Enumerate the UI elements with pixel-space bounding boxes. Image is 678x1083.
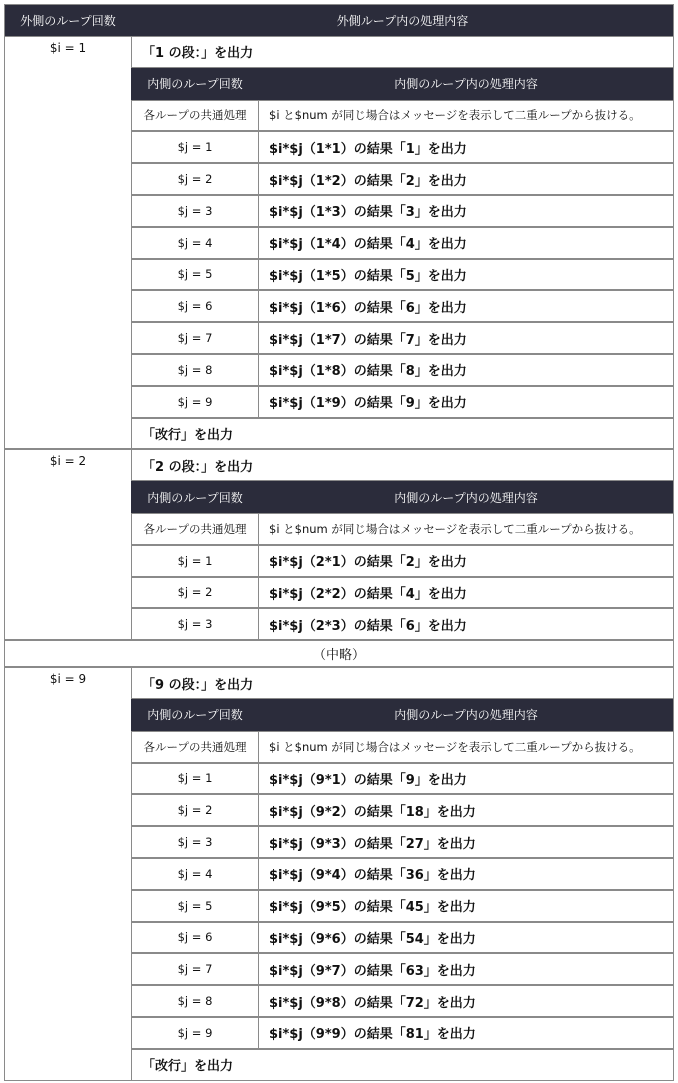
inner-loop-count-cell: $j = 4 [131,227,259,259]
inner-loop-result-cell: $i*$j（2*2）の結果「4」を出力 [258,577,674,609]
common-process-label: 各ループの共通処理 [131,100,259,132]
inner-loop-result-cell: $i*$j（1*2）の結果「2」を出力 [258,163,674,195]
inner-loop-result-cell: $i*$j（1*1）の結果「1」を出力 [258,131,674,163]
inner-loop-result-cell: $i*$j（1*9）の結果「9」を出力 [258,386,674,418]
inner-loop-count-cell: $j = 1 [131,131,259,163]
inner-loop-content-header: 内側のループ内の処理内容 [258,699,674,731]
inner-loop-result-cell: $i*$j（9*1）の結果「9」を出力 [258,763,674,795]
inner-loop-count-cell: $j = 5 [131,259,259,291]
inner-loop-count-cell: $j = 3 [131,608,259,640]
newline-output-row: 「改行」を出力 [131,1049,674,1081]
inner-loop-result-cell: $i*$j（9*9）の結果「81」を出力 [258,1017,674,1049]
block-title: 「9 の段：」を出力 [131,667,674,699]
inner-loop-count-cell: $j = 7 [131,322,259,354]
inner-loop-count-cell: $j = 3 [131,195,259,227]
inner-loop-result-cell: $i*$j（9*4）の結果「36」を出力 [258,858,674,890]
inner-loop-count-cell: $j = 1 [131,545,259,577]
inner-loop-content-header: 内側のループ内の処理内容 [258,481,674,513]
newline-output-row: 「改行」を出力 [131,418,674,450]
inner-loop-count-header: 内側のループ回数 [131,699,259,731]
inner-loop-result-cell: $i*$j（9*8）の結果「72」を出力 [258,985,674,1017]
inner-loop-count-cell: $j = 4 [131,858,259,890]
outer-loop-count-cell: $i = 2 [4,449,132,640]
inner-loop-result-cell: $i*$j（1*6）の結果「6」を出力 [258,290,674,322]
inner-loop-count-cell: $j = 9 [131,1017,259,1049]
inner-loop-count-cell: $j = 6 [131,290,259,322]
inner-loop-count-cell: $j = 7 [131,953,259,985]
common-process-text: $i と$num が同じ場合はメッセージを表示して二重ループから抜ける。 [258,100,674,132]
inner-loop-result-cell: $i*$j（2*3）の結果「6」を出力 [258,608,674,640]
inner-loop-result-cell: $i*$j（1*4）の結果「4」を出力 [258,227,674,259]
inner-loop-count-header: 内側のループ回数 [131,68,259,100]
inner-loop-result-cell: $i*$j（9*3）の結果「27」を出力 [258,826,674,858]
inner-loop-result-cell: $i*$j（1*8）の結果「8」を出力 [258,354,674,386]
inner-loop-result-cell: $i*$j（9*7）の結果「63」を出力 [258,953,674,985]
inner-loop-count-cell: $j = 2 [131,163,259,195]
inner-loop-result-cell: $i*$j（9*2）の結果「18」を出力 [258,794,674,826]
inner-loop-content-header: 内側のループ内の処理内容 [258,68,674,100]
inner-loop-count-cell: $j = 3 [131,826,259,858]
inner-loop-count-header: 内側のループ回数 [131,481,259,513]
inner-loop-result-cell: $i*$j（2*1）の結果「2」を出力 [258,545,674,577]
inner-loop-result-cell: $i*$j（1*7）の結果「7」を出力 [258,322,674,354]
inner-loop-result-cell: $i*$j（9*5）の結果「45」を出力 [258,890,674,922]
block-title: 「2 の段：」を出力 [131,449,674,481]
inner-loop-result-cell: $i*$j（1*5）の結果「5」を出力 [258,259,674,291]
inner-loop-count-cell: $j = 2 [131,794,259,826]
outer-loop-count-header: 外側のループ回数 [4,4,132,36]
omitted-row: （中略） [4,640,674,667]
inner-loop-result-cell: $i*$j（1*3）の結果「3」を出力 [258,195,674,227]
outer-loop-content-header: 外側ループ内の処理内容 [131,4,674,36]
inner-loop-count-cell: $j = 9 [131,386,259,418]
block-title: 「1 の段：」を出力 [131,36,674,68]
inner-loop-count-cell: $j = 6 [131,922,259,954]
inner-loop-result-cell: $i*$j（9*6）の結果「54」を出力 [258,922,674,954]
common-process-text: $i と$num が同じ場合はメッセージを表示して二重ループから抜ける。 [258,513,674,545]
inner-loop-count-cell: $j = 5 [131,890,259,922]
inner-loop-count-cell: $j = 8 [131,985,259,1017]
outer-loop-count-cell: $i = 1 [4,36,132,449]
inner-loop-count-cell: $j = 8 [131,354,259,386]
inner-loop-count-cell: $j = 2 [131,577,259,609]
common-process-label: 各ループの共通処理 [131,513,259,545]
inner-loop-count-cell: $j = 1 [131,763,259,795]
common-process-text: $i と$num が同じ場合はメッセージを表示して二重ループから抜ける。 [258,731,674,763]
outer-loop-count-cell: $i = 9 [4,667,132,1080]
common-process-label: 各ループの共通処理 [131,731,259,763]
